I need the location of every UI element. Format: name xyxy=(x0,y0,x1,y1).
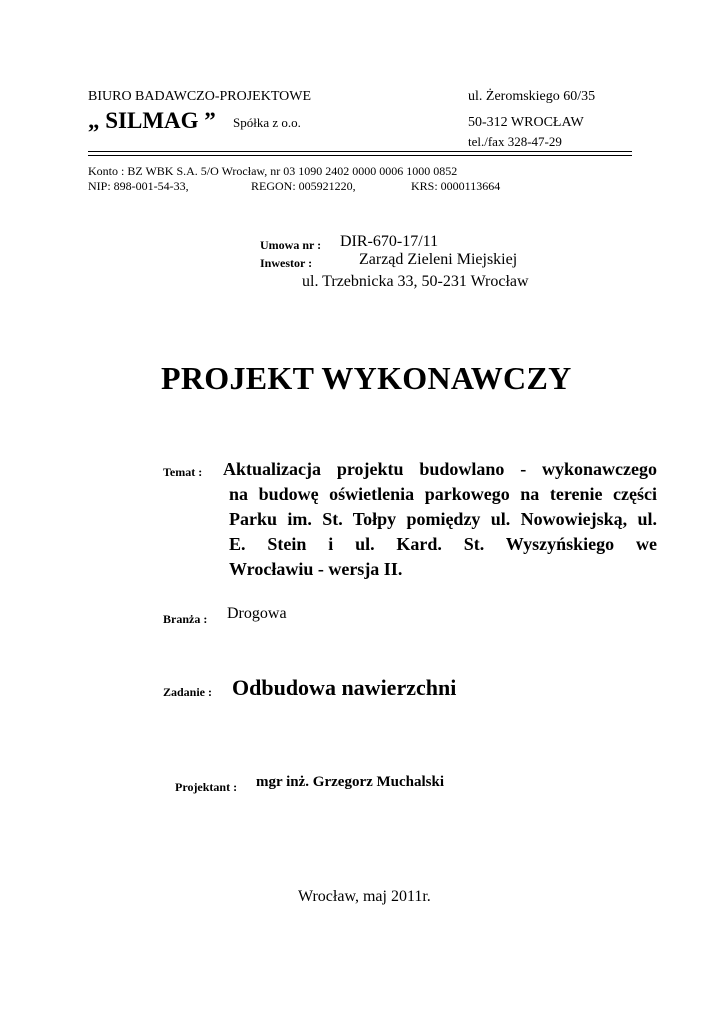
subject-line: na budowę oświetlenia parkowego na terenie części xyxy=(229,484,657,504)
document-title: PROJEKT WYKONAWCZY xyxy=(161,360,572,396)
firm-phone: tel./fax 328-47-29 xyxy=(468,134,562,149)
investor-label: Inwestor : xyxy=(260,256,313,270)
subject-label: Temat : xyxy=(163,465,203,479)
place-and-date: Wrocław, maj 2011r. xyxy=(298,888,431,905)
investor-address: ul. Trzebnicka 33, 50-231 Wrocław xyxy=(302,273,529,290)
designer-name: mgr inż. Grzegorz Muchalski xyxy=(256,774,445,790)
firm-street: ul. Żeromskiego 60/35 xyxy=(468,89,596,104)
subject-line: Wrocławiu - wersja II. xyxy=(229,559,403,579)
subject-line: Parku im. St. Tołpy pomiędzy ul. Nowowiejską, ul. xyxy=(229,509,657,529)
contract-number-label: Umowa nr : xyxy=(260,238,322,252)
task-value: Odbudowa nawierzchni xyxy=(232,675,457,700)
firm-name: „ SILMAG ” xyxy=(88,108,216,133)
discipline-label: Branża : xyxy=(163,612,208,626)
nip-number: NIP: 898-001-54-33, xyxy=(88,179,189,193)
krs-number: KRS: 0000113664 xyxy=(411,179,501,193)
regon-number: REGON: 005921220, xyxy=(251,179,356,193)
header-divider xyxy=(88,151,632,156)
firm-legal-form: Spółka z o.o. xyxy=(233,115,301,130)
task-label: Zadanie : xyxy=(163,685,213,699)
subject-line: Aktualizacja projektu budowlano - wykonawczego xyxy=(223,459,657,479)
subject-line: E. Stein i ul. Kard. St. Wyszyńskiego we xyxy=(229,534,657,554)
firm-type: BIURO BADAWCZO-PROJEKTOWE xyxy=(88,89,312,104)
investor-name: Zarząd Zieleni Miejskiej xyxy=(359,251,518,268)
discipline-value: Drogowa xyxy=(227,605,287,622)
designer-label: Projektant : xyxy=(175,780,238,794)
bank-account: Konto : BZ WBK S.A. 5/O Wrocław, nr 03 1090 2402 0000 0006 1000 0852 xyxy=(88,164,458,178)
contract-number-value: DIR-670-17/11 xyxy=(340,233,439,250)
subject-text xyxy=(223,457,657,582)
firm-city: 50-312 WROCŁAW xyxy=(468,115,584,130)
